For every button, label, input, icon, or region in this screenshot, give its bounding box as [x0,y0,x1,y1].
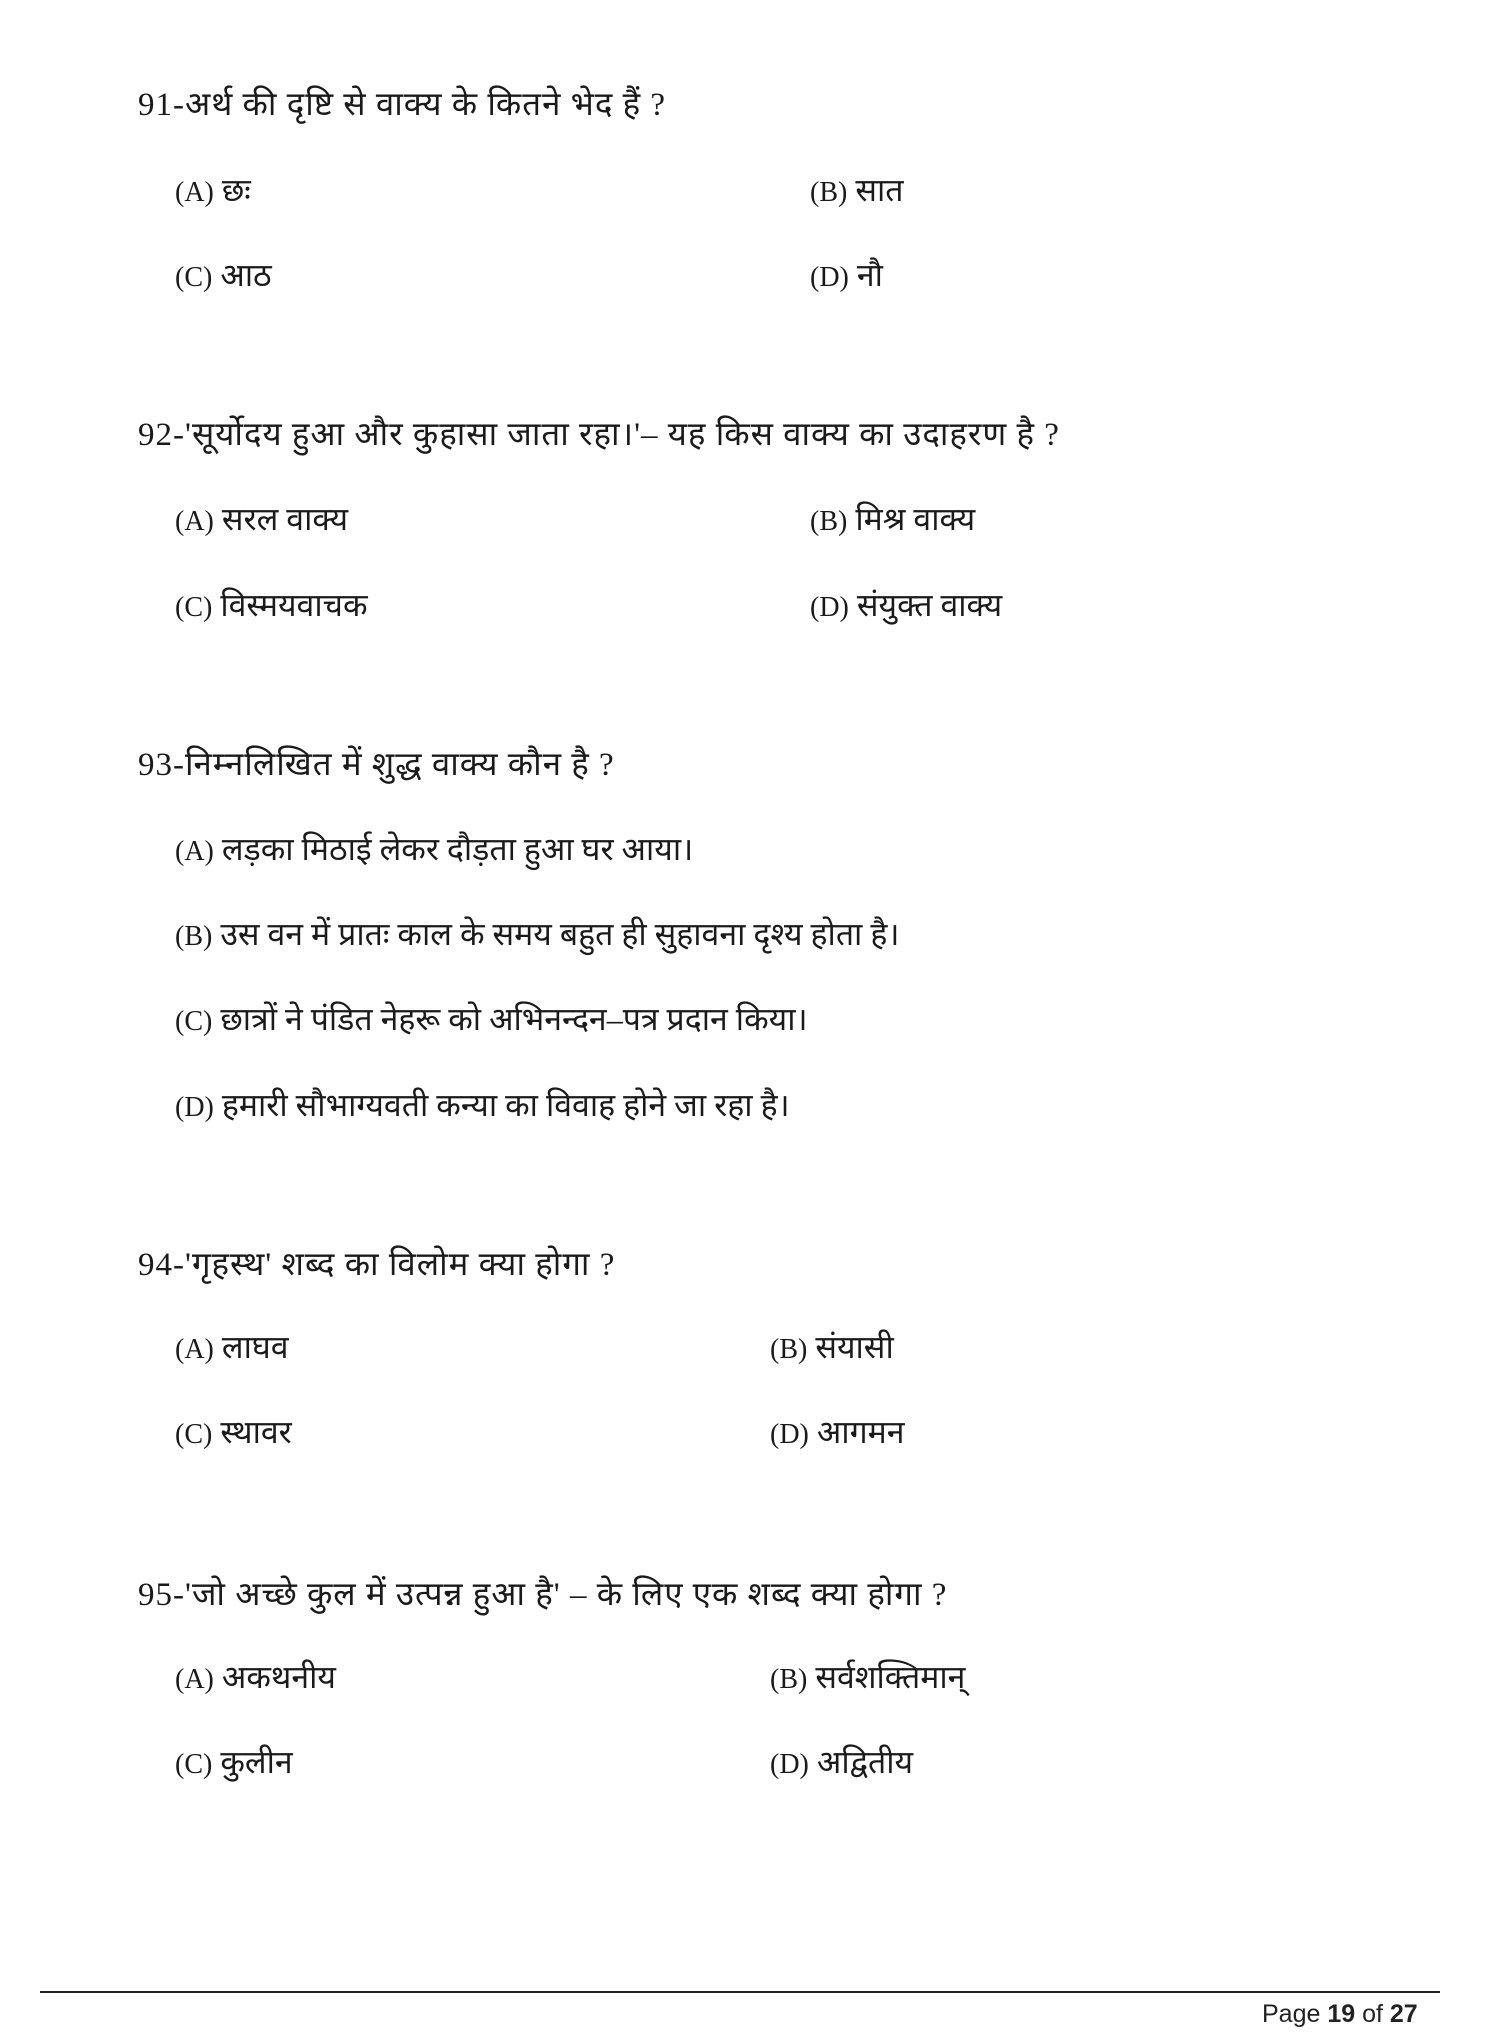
page-current: 19 [1327,2000,1356,2028]
option-92-d [810,583,1002,626]
option-label: (C) [175,1419,213,1450]
question-number: 92- [138,417,185,453]
option-text: सरल वाक्य [221,501,349,537]
question-92 [138,410,1060,455]
question-text: अर्थ की दृष्टि से वाक्य के कितने भेद हैं ? [185,87,667,123]
option-label: (C) [175,1749,213,1780]
option-91-d [810,253,883,296]
option-label: (D) [810,592,849,623]
option-label: (B) [770,1664,808,1695]
option-91-b [810,168,904,211]
question-text: 'गृहस्थ' शब्द का विलोम क्या होगा ? [185,1247,616,1283]
option-92-a [175,497,348,540]
question-91 [138,80,666,125]
option-text: सात [855,172,904,208]
option-text: हमारी सौभाग्यवती कन्या का विवाह होने जा रहा है। [221,1087,790,1123]
question-text: निम्नलिखित में शुद्ध वाक्य कौन है ? [185,747,615,783]
option-text: अकथनीय [221,1659,336,1695]
option-text: छः [221,172,251,208]
page-number [1262,2000,1418,2029]
option-label: (D) [810,262,849,293]
option-94-b [770,1325,894,1368]
option-label: (D) [770,1419,809,1450]
option-text: अद्वितीय [816,1744,914,1780]
question-number: 95- [138,1577,185,1613]
question-text: 'जो अच्छे कुल में उत्पन्न हुआ है' – के लिए एक शब्द क्या होगा ? [185,1577,948,1613]
option-92-b [810,497,975,540]
option-label: (A) [175,506,214,537]
option-92-c [175,583,368,626]
option-95-a [175,1655,336,1698]
option-label: (C) [175,262,213,293]
question-94 [138,1240,615,1285]
option-label: (D) [175,1092,214,1123]
option-93-a [175,827,693,870]
option-text: कुलीन [220,1744,293,1780]
option-label: (C) [175,1006,213,1037]
option-93-b [175,912,899,955]
option-label: (B) [810,177,848,208]
option-94-c [175,1410,292,1453]
question-number: 94- [138,1247,185,1283]
option-text: मिश्र वाक्य [855,501,976,537]
question-number: 93- [138,747,185,783]
option-label: (A) [175,1334,214,1365]
option-text: स्थावर [220,1414,292,1450]
option-94-a [175,1325,289,1368]
option-text: उस वन में प्रातः काल के समय बहुत ही सुहावना दृश्य होता है। [220,916,900,952]
option-93-c [175,997,808,1040]
option-text: संयासी [815,1329,894,1365]
option-label: (A) [175,836,214,867]
option-text: लड़का मिठाई लेकर दौड़ता हुआ घर आया। [221,831,694,867]
option-text: नौ [856,257,883,293]
option-text: आठ [220,257,272,293]
option-text: संयुक्त वाक्य [856,587,1003,623]
option-91-a [175,168,251,211]
question-text: 'सूर्योदय हुआ और कुहासा जाता रहा।'– यह किस वाक्य का उदाहरण है ? [185,417,1060,453]
question-95 [138,1570,947,1615]
option-label: (B) [810,506,848,537]
question-93 [138,740,615,785]
option-91-c [175,253,272,296]
option-text: विस्मयवाचक [220,587,368,623]
option-text: सर्वशक्तिमान् [815,1659,966,1695]
option-95-d [770,1740,913,1783]
option-label: (A) [175,1664,214,1695]
option-text: लाघव [221,1329,289,1365]
option-label: (D) [770,1749,809,1780]
option-94-d [770,1410,905,1453]
page-prefix: Page [1262,2000,1328,2028]
option-95-b [770,1655,965,1698]
option-label: (B) [770,1334,808,1365]
option-text: छात्रों ने पंडित नेहरू को अभिनन्दन–पत्र प्रदान किया। [220,1001,808,1037]
option-label: (C) [175,592,213,623]
option-93-d [175,1083,790,1126]
page-of: of [1355,2000,1390,2028]
option-label: (B) [175,921,213,952]
question-number: 91- [138,87,185,123]
footer-divider [40,1991,1440,1993]
page-total: 27 [1389,2000,1418,2028]
option-label: (A) [175,177,214,208]
option-text: आगमन [816,1414,905,1450]
option-95-c [175,1740,293,1783]
